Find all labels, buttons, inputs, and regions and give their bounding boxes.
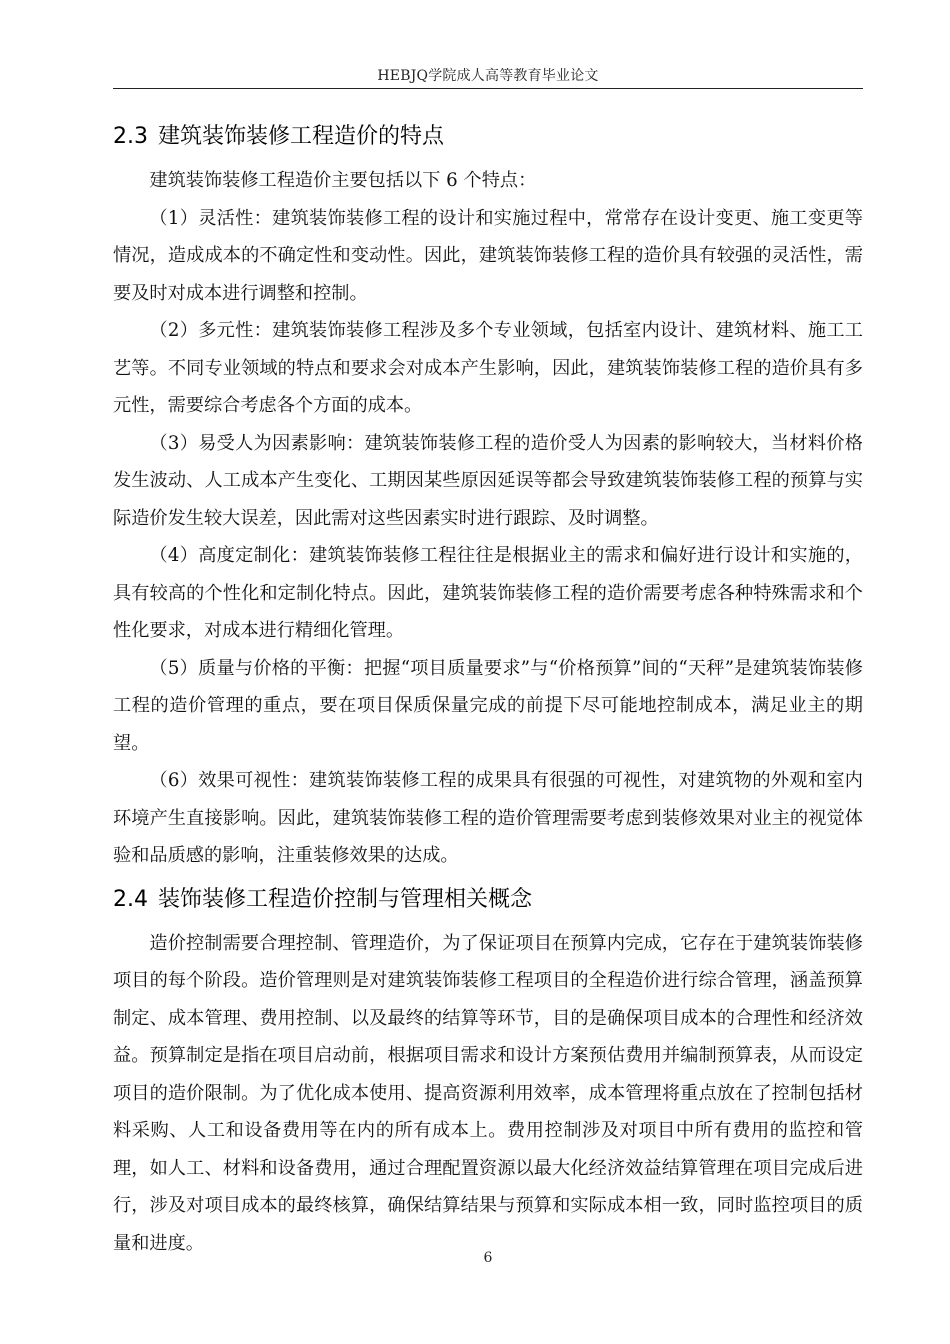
page-number: 6 xyxy=(483,1250,493,1266)
section-title: 建筑装饰装修工程造价的特点 xyxy=(158,124,445,149)
section-number: 2.3 xyxy=(113,124,148,149)
running-header: HEBJQ学院成人高等教育毕业论文 xyxy=(377,68,599,84)
section-heading-2-4 xyxy=(113,875,863,925)
paragraph-flexibility: （1）灵活性：建筑装饰装修工程的设计和实施过程中，常常存在设计变更、施工变更等情况，造成成本的不确定性和变动性。因此，建筑装饰装修工程的造价具有较强的灵活性，需要及时对成本进行调整和控制。 xyxy=(113,207,863,304)
paragraph-customization: （4）高度定制化：建筑装饰装修工程往往是根据业主的需求和偏好进行设计和实施的，具有较高的个性化和定制化特点。因此，建筑装饰装修工程的造价需要考虑各种特殊需求和个性化要求，对成本进行精细化管理。 xyxy=(113,545,863,641)
section-number: 2.4 xyxy=(113,886,148,912)
paragraph-visibility: （6）效果可视性：建筑装饰装修工程的成果具有很强的可视性，对建筑物的外观和室内环境产生直接影响。因此，建筑装饰装修工程的造价管理需要考虑到装修效果对业主的视觉体验和品质感的影响，注重装修效果的达成。 xyxy=(113,770,863,866)
section-title: 装饰装修工程造价控制与管理相关概念 xyxy=(158,886,533,912)
paragraph-human-factors: （3）易受人为因素影响：建筑装饰装修工程的造价受人为因素的影响较大，当材料价格发生波动、人工成本产生变化、工期因某些原因延误等都会导致建筑装饰装修工程的预算与实际造价发生较大误差，因此需对这些因素实时进行跟踪、及时调整。 xyxy=(113,432,863,529)
paragraph-intro: 建筑装饰装修工程造价主要包括以下 6 个特点： xyxy=(149,170,537,191)
header-divider xyxy=(113,88,863,89)
section-heading-2-3 xyxy=(113,112,863,162)
paragraph-diversity: （2）多元性：建筑装饰装修工程涉及多个专业领域，包括室内设计、建筑材料、施工工艺等。不同专业领域的特点和要求会对成本产生影响，因此，建筑装饰装修工程的造价具有多元性，需要综合考虑各个方面的成本。 xyxy=(113,320,863,416)
page-body xyxy=(113,112,863,1262)
paragraph-cost-control-concepts: 造价控制需要合理控制、管理造价，为了保证项目在预算内完成，它存在于建筑装饰装修项目的每个阶段。造价管理则是对建筑装饰装修工程项目的全程造价进行综合管理，涵盖预算制定、成本管理、费用控制、以及最终的结算等环节，目的是确保项目成本的合理性和经济效益。预算制定是指在项目启动前，根据项目需求和设计方案预估费用并编制预算表，从而设定项目的造价限制。为了优化成本使用、提高资源利用效率，成本管理将重点放在了控制包括材料采购、人工和设备费用等在内的所有成本上。费用控制涉及对项目中所有费用的监控和管理，如人工、材料和设备费用，通过合理配置资源以最大化经济效益结算管理在项目完成后进行，涉及对项目成本的最终核算，确保结算结果与预算和实际成本相一致，同时监控项目的质量和进度。 xyxy=(113,932,863,1254)
paragraph-quality-price-balance: （5）质量与价格的平衡：把握“项目质量要求”与“价格预算”间的“天秤”是建筑装饰装修工程的造价管理的重点，要在项目保质保量完成的前提下尽可能地控制成本，满足业主的期望。 xyxy=(113,657,863,754)
